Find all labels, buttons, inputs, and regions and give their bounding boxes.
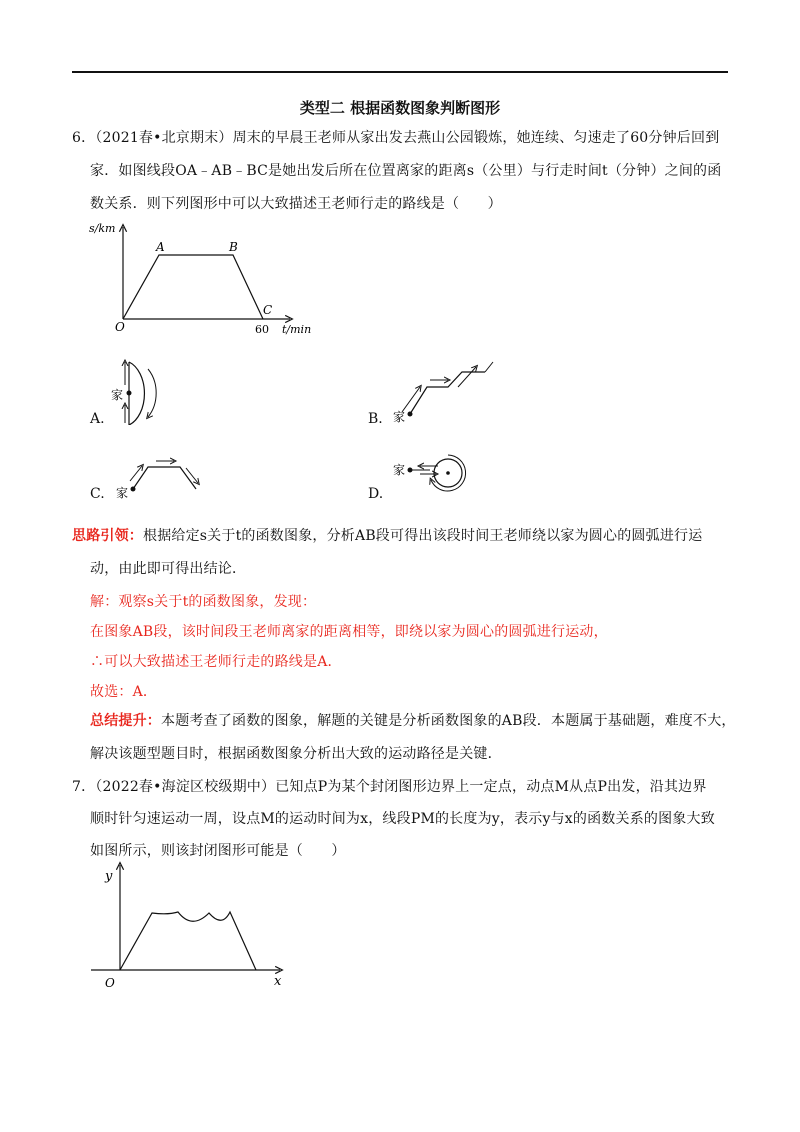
q6-origin-label: O bbox=[115, 320, 125, 334]
option-b-label[interactable]: B. bbox=[368, 411, 383, 427]
option-d-figure[interactable] bbox=[390, 450, 490, 505]
solution-line-3: ∴可以大致描述王老师行走的路线是A． bbox=[90, 654, 342, 670]
solution-line-4: 故选：A． bbox=[90, 684, 158, 700]
q6-point-c-label: C bbox=[263, 303, 273, 317]
solution-line-2: 在图象AB段，该时间段王老师离家的距离相等，即绕以家为圆心的圆弧进行运动， bbox=[90, 624, 608, 640]
option-a-label[interactable]: A. bbox=[90, 411, 105, 427]
q7-graph-curve bbox=[120, 912, 256, 970]
q7-line-3: 如图所示，则该封闭图形可能是（ ） bbox=[90, 843, 346, 859]
q6-y-axis-label: s/km bbox=[89, 222, 116, 235]
hint-line-2: 动，由此即可得出结论． bbox=[90, 561, 247, 577]
option-a-figure[interactable] bbox=[108, 355, 178, 425]
option-c-label[interactable]: C. bbox=[90, 486, 105, 502]
q6-line-2: 家．如图线段OA﹣AB﹣BC是她出发后所在位置离家的距离s（公里）与行走时间t（分钟）之间的函 bbox=[90, 163, 722, 179]
q7-function-graph bbox=[88, 860, 298, 995]
q6-graph-curve bbox=[123, 255, 263, 319]
q7-y-axis-label: y bbox=[105, 869, 113, 884]
hint-line-1 bbox=[72, 525, 702, 545]
q6-point-b-label: B bbox=[229, 240, 238, 254]
option-c-home-label: 家 bbox=[116, 486, 129, 500]
summary-line-1 bbox=[90, 710, 736, 730]
option-c-figure[interactable] bbox=[108, 450, 208, 500]
option-d-home-label: 家 bbox=[393, 463, 406, 477]
header-rule bbox=[72, 71, 728, 73]
option-b-home-label: 家 bbox=[393, 410, 406, 424]
hint-title: 思路引领： bbox=[72, 528, 143, 544]
q6-x-axis-label: t/min bbox=[282, 323, 312, 336]
q7-line-2: 顺时针匀速运动一周，设点M的运动时间为x，线段PM的长度为y，表示y与x的函数关系的图象大致 bbox=[90, 811, 715, 827]
q6-line-3: 数关系．则下列图形中可以大致描述王老师行走的路线是（ ） bbox=[90, 196, 502, 212]
q6-point-a-label: A bbox=[156, 240, 165, 254]
q7-x-axis-label: x bbox=[274, 974, 282, 989]
q7-origin-label: O bbox=[105, 976, 115, 990]
summary-title: 总结提升： bbox=[90, 713, 161, 729]
q6-function-graph bbox=[82, 215, 342, 345]
option-b-figure[interactable] bbox=[390, 355, 500, 430]
q6-x-tick-60: 60 bbox=[255, 323, 269, 336]
option-d-label[interactable]: D. bbox=[368, 486, 384, 502]
solution-line-1: 解：观察s关于t的函数图象，发现： bbox=[90, 594, 317, 610]
q6-line-1: 6．（2021春•北京期末）周末的早晨王老师从家出发去燕山公园锻炼，她连续、匀速走了60分钟后回到 bbox=[72, 130, 720, 146]
summary-text-1: 本题考查了函数的图象，解题的关键是分析函数图象的AB段．本题属于基础题，难度不大， bbox=[161, 713, 736, 729]
option-a-home-label: 家 bbox=[111, 388, 124, 402]
summary-line-2: 解决该题型题目时，根据函数图象分析出大致的运动路径是关键． bbox=[90, 746, 502, 762]
q7-line-1: 7．（2022春•海淀区校级期中）已知点P为某个封闭图形边界上一定点，动点M从点P出发，沿其边界 bbox=[72, 779, 707, 795]
section-title: 类型二 根据函数图象判断图形 bbox=[299, 99, 501, 117]
hint-text-1: 根据给定s关于t的函数图象，分析AB段可得出该段时间王老师绕以家为圆心的圆弧进行运 bbox=[143, 528, 703, 544]
